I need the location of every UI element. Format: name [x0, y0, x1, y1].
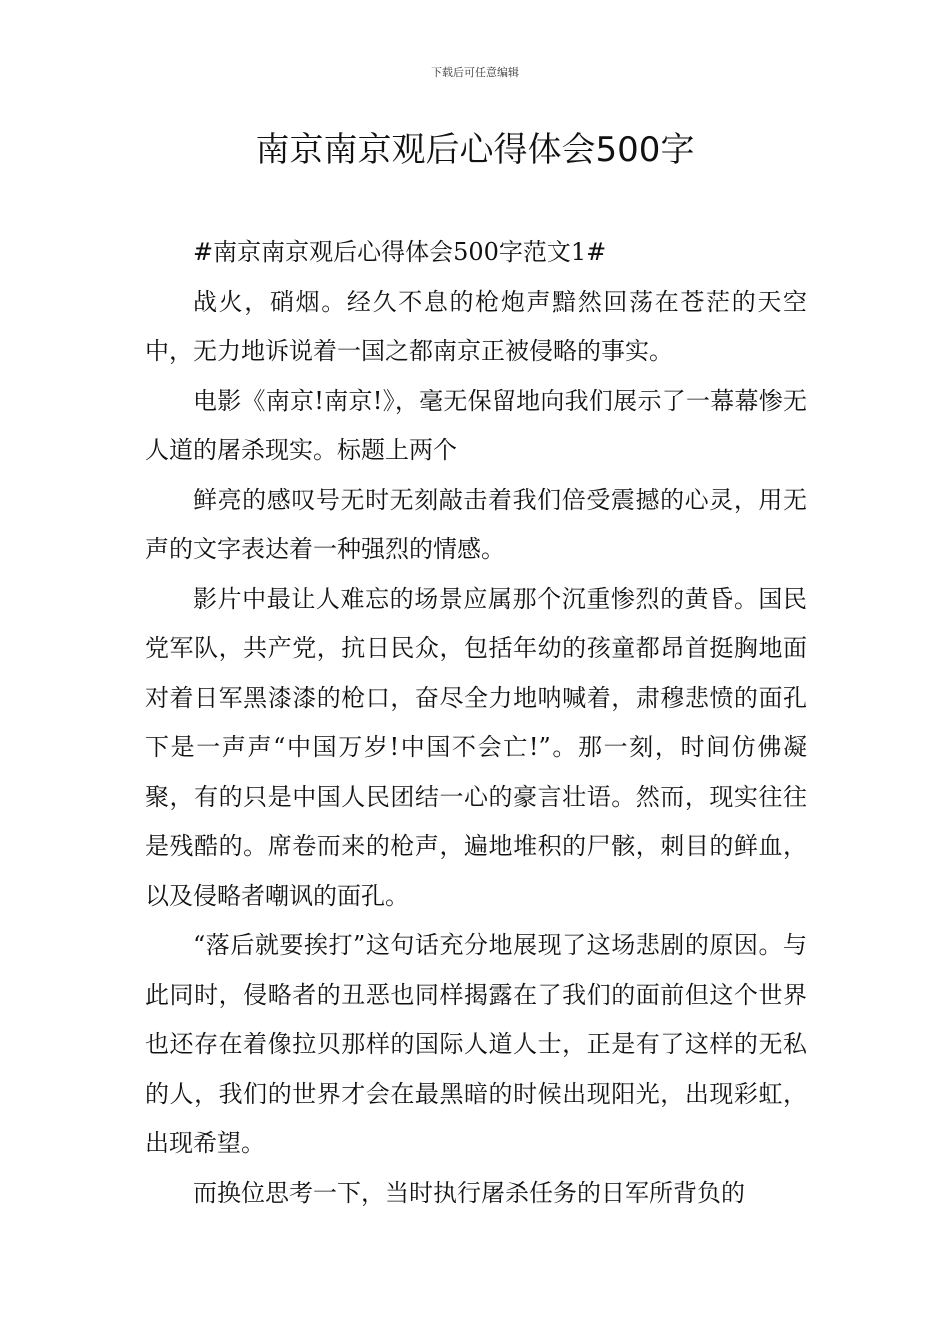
paragraph: “落后就要挨打”这句话充分地展现了这场悲剧的原因。与此同时，侵略者的丑恶也同样揭露在了我们的面前但这个世界也还存在着像拉贝那样的国际人道人士，正是有了这样的无私的人，我们的世界才会在最黑暗的时候出现阳光，出现彩虹，出现希望。: [145, 931, 807, 1157]
paragraph: 电影《南京!南京!》，毫无保留地向我们展示了一幕幕惨无人道的屠杀现实。标题上两个: [145, 386, 807, 464]
paragraph: 鲜亮的感叹号无时无刻敲击着我们倍受震撼的心灵，用无声的文字表达着一种强烈的情感。: [145, 485, 807, 563]
document-title: 南京南京观后心得体会500字: [255, 130, 695, 170]
header-note: 下载后可任意编辑: [431, 66, 519, 79]
paragraph: 战火，硝烟。经久不息的枪炮声黯然回荡在苍茫的天空中，无力地诉说着一国之都南京正被侵略的事实。: [145, 287, 807, 365]
document-body: [145, 228, 807, 1218]
paragraph-subtitle: #南京南京观后心得体会500字范文1#: [193, 238, 607, 266]
paragraph: 影片中最让人难忘的场景应属那个沉重惨烈的黄昏。国民党军队，共产党，抗日民众，包括年幼的孩童都昂首挺胸地面对着日军黑漆漆的枪口，奋尽全力地呐喊着，肃穆悲愤的面孔下是一声声“中国万岁!中国不会亡!”。那一刻，时间仿佛凝聚，有的只是中国人民团结一心的豪言壮语。然而，现实往往是残酷的。席卷而来的枪声，遍地堆积的尸骸，刺目的鲜血，以及侵略者嘲讽的面孔。: [145, 584, 807, 910]
paragraph: 而换位思考一下，当时执行屠杀任务的日军所背负的: [193, 1178, 745, 1207]
